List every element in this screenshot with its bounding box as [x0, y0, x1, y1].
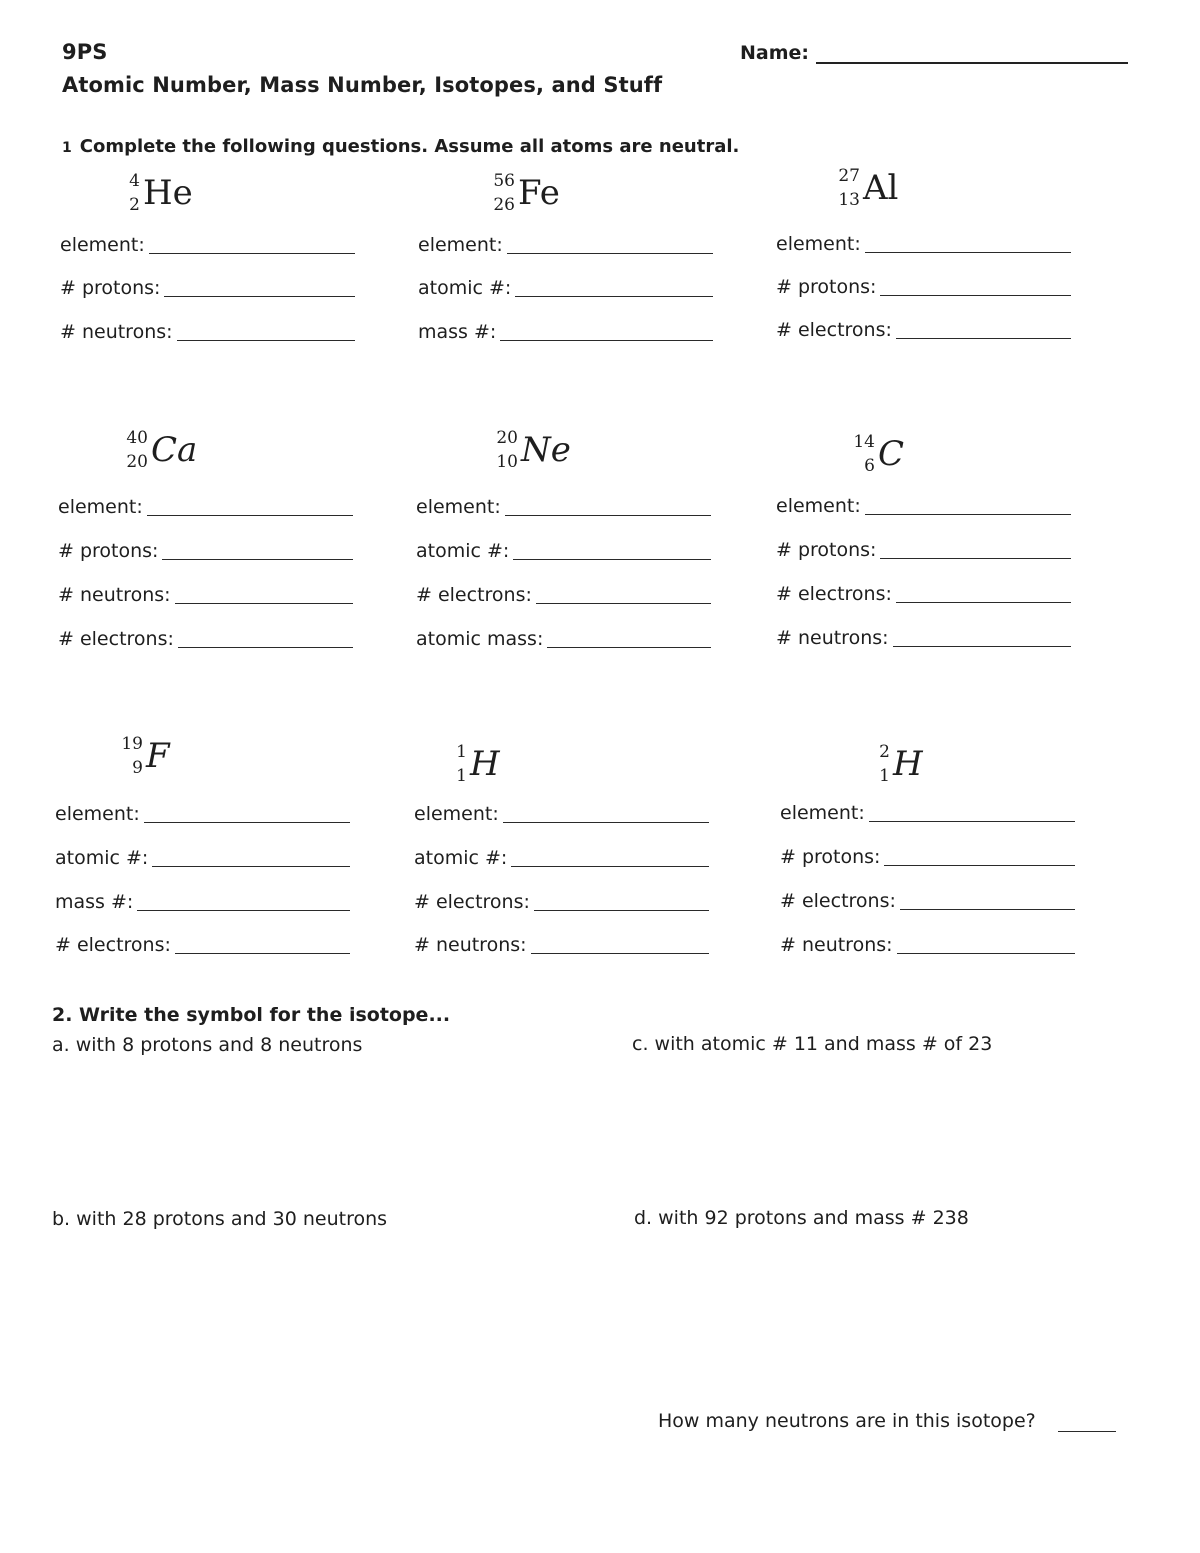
- answer-blank[interactable]: [880, 558, 1071, 559]
- question-2b: b. with 28 protons and 30 neutrons: [52, 1208, 388, 1230]
- answer-row: [418, 319, 713, 345]
- answer-blank[interactable]: [507, 253, 713, 254]
- field-label: # neutrons:: [414, 934, 527, 956]
- question-2c: c. with atomic # 11 and mass # of 23: [632, 1033, 993, 1055]
- field-label: atomic mass:: [416, 628, 544, 650]
- answer-blank[interactable]: [149, 253, 355, 254]
- isotope-symbol-5: [478, 430, 638, 490]
- answer-blank[interactable]: [147, 515, 353, 516]
- answer-row: [416, 582, 711, 608]
- answer-row: [414, 801, 709, 827]
- field-label: mass #:: [418, 321, 497, 343]
- answer-blank[interactable]: [503, 822, 709, 823]
- answer-row: [416, 538, 711, 564]
- answer-blank[interactable]: [531, 953, 709, 954]
- field-label: # protons:: [780, 846, 881, 868]
- answer-row: [60, 275, 355, 301]
- answer-row: [60, 319, 355, 345]
- field-label: element:: [418, 234, 503, 256]
- answer-row: [776, 317, 1071, 343]
- element-symbol: Ca: [151, 430, 198, 470]
- answer-row: [55, 845, 350, 871]
- field-label: element:: [414, 803, 499, 825]
- field-label: # protons:: [776, 276, 877, 298]
- question-1-instruction: [62, 136, 739, 157]
- answer-row: [58, 582, 353, 608]
- atomic-number: 6: [864, 456, 875, 476]
- final-question: How many neutrons are in this isotope?: [658, 1410, 1036, 1432]
- atomic-number: 1: [879, 766, 890, 786]
- answer-blank[interactable]: [164, 296, 355, 297]
- mass-number: 14: [853, 432, 875, 452]
- answer-blank[interactable]: [897, 953, 1075, 954]
- field-label: # neutrons:: [58, 584, 171, 606]
- isotope-symbol-9: [850, 744, 1010, 804]
- answer-row: [776, 274, 1071, 300]
- field-label: atomic #:: [414, 847, 508, 869]
- field-label: # electrons:: [55, 934, 171, 956]
- answer-row: [418, 232, 713, 258]
- question-1-text: Complete the following questions. Assume all atoms are neutral.: [79, 136, 740, 157]
- answer-blank[interactable]: [896, 338, 1071, 339]
- answer-row: [58, 538, 353, 564]
- answer-blank[interactable]: [536, 603, 711, 604]
- question-2d: d. with 92 protons and mass # 238: [634, 1207, 969, 1229]
- isotope-symbol-4: [108, 430, 268, 490]
- atomic-number: 9: [132, 758, 143, 778]
- answer-row: [780, 800, 1075, 826]
- answer-blank[interactable]: [534, 910, 709, 911]
- answer-row: [776, 231, 1071, 257]
- answer-row: [58, 626, 353, 652]
- element-symbol: Fe: [518, 173, 560, 213]
- answer-blank[interactable]: [880, 295, 1071, 296]
- field-label: # protons:: [60, 277, 161, 299]
- element-symbol: F: [146, 736, 170, 776]
- answer-row: [416, 626, 711, 652]
- mass-number: 40: [126, 428, 148, 448]
- element-symbol: He: [143, 173, 193, 213]
- isotope-symbol-1: [100, 173, 260, 233]
- element-symbol: Ne: [521, 430, 571, 470]
- course-code: 9PS: [62, 40, 108, 64]
- mass-number: 19: [121, 734, 143, 754]
- answer-row: [60, 232, 355, 258]
- answer-row: [780, 844, 1075, 870]
- answer-blank[interactable]: [869, 821, 1075, 822]
- field-label: # neutrons:: [780, 934, 893, 956]
- answer-blank[interactable]: [893, 646, 1071, 647]
- answer-blank[interactable]: [144, 822, 350, 823]
- answer-blank[interactable]: [177, 340, 355, 341]
- mass-number: 2: [879, 742, 890, 762]
- name-label: Name:: [740, 42, 810, 64]
- field-label: # electrons:: [58, 628, 174, 650]
- answer-row: [776, 581, 1071, 607]
- answer-blank[interactable]: [175, 953, 350, 954]
- answer-row: [55, 932, 350, 958]
- atomic-number: 13: [838, 190, 860, 210]
- answer-blank[interactable]: [137, 910, 350, 911]
- answer-blank[interactable]: [884, 865, 1075, 866]
- isotope-symbol-2: [475, 173, 635, 233]
- answer-blank[interactable]: [511, 866, 709, 867]
- field-label: # electrons:: [416, 584, 532, 606]
- field-label: element:: [776, 233, 861, 255]
- answer-blank[interactable]: [865, 252, 1071, 253]
- question-1-number: 1: [62, 140, 72, 156]
- field-label: # neutrons:: [60, 321, 173, 343]
- answer-blank[interactable]: [162, 559, 353, 560]
- field-label: element:: [60, 234, 145, 256]
- mass-number: 27: [838, 166, 860, 186]
- answer-blank[interactable]: [547, 647, 711, 648]
- answer-blank[interactable]: [896, 602, 1071, 603]
- answer-blank[interactable]: [515, 296, 713, 297]
- answer-blank[interactable]: [513, 559, 711, 560]
- answer-row: [780, 932, 1075, 958]
- answer-blank[interactable]: [175, 603, 353, 604]
- answer-row: [55, 801, 350, 827]
- field-label: # electrons:: [414, 891, 530, 913]
- answer-row: [418, 275, 713, 301]
- answer-row: [414, 845, 709, 871]
- answer-blank[interactable]: [152, 866, 350, 867]
- element-symbol: C: [878, 434, 905, 474]
- answer-row: [780, 888, 1075, 914]
- mass-number: 20: [496, 428, 518, 448]
- final-answer-blank[interactable]: [1058, 1431, 1116, 1432]
- field-label: element:: [780, 802, 865, 824]
- field-label: # neutrons:: [776, 627, 889, 649]
- answer-blank[interactable]: [505, 515, 711, 516]
- field-label: # electrons:: [776, 583, 892, 605]
- answer-row: [776, 493, 1071, 519]
- element-symbol: H: [893, 744, 923, 784]
- field-label: element:: [58, 496, 143, 518]
- field-label: # electrons:: [776, 319, 892, 341]
- element-symbol: H: [470, 744, 500, 784]
- isotope-symbol-3: [820, 168, 980, 228]
- answer-row: [414, 932, 709, 958]
- mass-number: 4: [129, 171, 140, 191]
- atomic-number: 2: [129, 195, 140, 215]
- isotope-symbol-6: [835, 434, 995, 494]
- field-label: mass #:: [55, 891, 134, 913]
- answer-blank[interactable]: [900, 909, 1075, 910]
- field-label: atomic #:: [416, 540, 510, 562]
- field-label: atomic #:: [55, 847, 149, 869]
- field-label: element:: [776, 495, 861, 517]
- element-symbol: Al: [863, 168, 899, 208]
- atomic-number: 10: [496, 452, 518, 472]
- mass-number: 1: [456, 742, 467, 762]
- atomic-number: 1: [456, 766, 467, 786]
- mass-number: 56: [493, 171, 515, 191]
- field-label: element:: [55, 803, 140, 825]
- isotope-symbol-8: [427, 744, 587, 804]
- answer-row: [55, 889, 350, 915]
- field-label: # protons:: [58, 540, 159, 562]
- answer-blank[interactable]: [500, 340, 713, 341]
- answer-blank[interactable]: [865, 514, 1071, 515]
- atomic-number: 26: [493, 195, 515, 215]
- answer-row: [58, 494, 353, 520]
- question-2-heading: 2. Write the symbol for the isotope...: [52, 1004, 451, 1026]
- answer-blank[interactable]: [178, 647, 353, 648]
- name-field[interactable]: [816, 62, 1128, 64]
- answer-row: [416, 494, 711, 520]
- atomic-number: 20: [126, 452, 148, 472]
- field-label: atomic #:: [418, 277, 512, 299]
- isotope-symbol-7: [103, 736, 263, 796]
- question-2a: a. with 8 protons and 8 neutrons: [52, 1034, 363, 1056]
- worksheet-title: Atomic Number, Mass Number, Isotopes, and Stuff: [62, 73, 663, 97]
- field-label: # protons:: [776, 539, 877, 561]
- field-label: element:: [416, 496, 501, 518]
- field-label: # electrons:: [780, 890, 896, 912]
- answer-row: [414, 889, 709, 915]
- answer-row: [776, 537, 1071, 563]
- answer-row: [776, 625, 1071, 651]
